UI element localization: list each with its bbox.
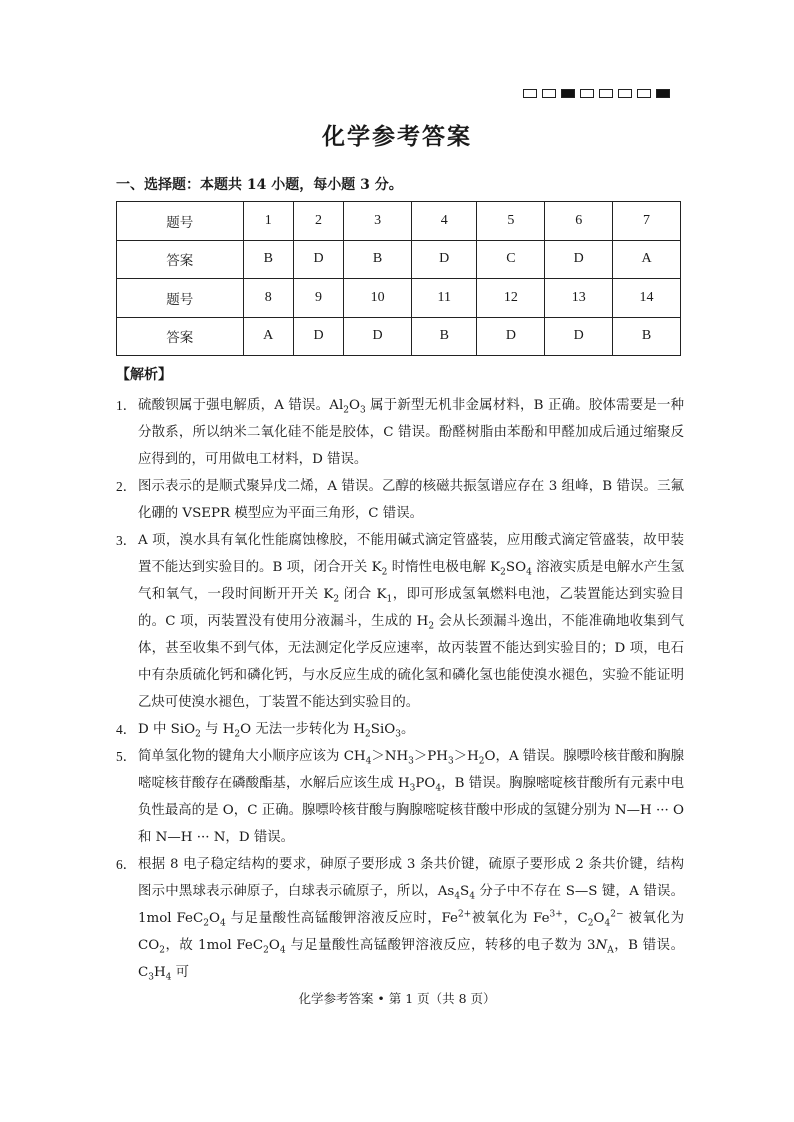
question-number: 14: [613, 279, 681, 318]
mark-empty: [599, 89, 613, 98]
question-number: 6: [545, 202, 613, 241]
answer-cell: B: [344, 240, 412, 279]
question-number: 2: [293, 202, 343, 241]
analysis-item: [116, 473, 684, 527]
question-number: 1: [243, 202, 293, 241]
table-row-questions-2: [117, 279, 681, 318]
question-number: 10: [344, 279, 412, 318]
table-row-answers-1: [117, 240, 681, 279]
answer-cell: B: [613, 317, 681, 356]
answer-table: [116, 201, 681, 356]
mark-filled: [656, 89, 670, 98]
item-number: 1．: [116, 398, 137, 413]
item-text: A 项，溴水具有氧化性能腐蚀橡胶，不能用碱式滴定管盛装，应用酸式滴定管盛装，故甲装置不能达到实验目的。B 项，闭合开关 $K_2$ 时惰性电极电解 $K_2SO_4$ 溶液实质是电解水产生氢气和氧气，一段时间断开开关 $K_2$ 闭合 $K_1$，即可形成氢氧燃料电池，乙装置能达到实验目的。C 项，丙装置没有使用分液漏斗，生成的 $H_2$ 会从长颈漏斗逸出，不能准确地收集到气体，甚至收集不到气体，无法测定化学反应速率，故丙装置不能达到实验目的；D 项，电石中有杂质硫化钙和磷化钙，与水反应生成的硫化氢和磷化氢也能使溴水褪色，实验不能证明乙炔可使溴水褪色，丁装置不能达到实验目的。: [138, 533, 684, 710]
item-text: 硫酸钡属于强电解质，A 错误。$Al_2O_3$ 属于新型无机非金属材料，B 正确。胶体需要是一种分散系，所以纳米二氧化硅不能是胶体，C 错误。酚醛树脂由苯酚和甲醛加成后通过缩聚反应得到的，可用做电工材料，D 错误。: [138, 398, 684, 467]
question-number: 7: [613, 202, 681, 241]
answer-cell: D: [477, 317, 545, 356]
answer-cell: B: [243, 240, 293, 279]
question-number: 4: [412, 202, 477, 241]
table-row-answers-2: [117, 317, 681, 356]
item-number: 2．: [116, 479, 137, 494]
answer-cell: D: [293, 240, 343, 279]
analysis-list: [116, 392, 684, 986]
question-number: 12: [477, 279, 545, 318]
analysis-heading: 【解析】: [116, 367, 172, 383]
analysis-item: [116, 716, 684, 743]
item-text: 根据 8 电子稳定结构的要求，砷原子要形成 3 条共价键，硫原子要形成 2 条共价键，结构图示中黑球表示砷原子，白球表示硫原子，所以，$As_4S_4$ 分子中不存在 S—S 键，A 错误。1mol $FeC_2O_4$ 与足量酸性高锰酸钾溶液反应时，$Fe^{2+}$被氧化为 $Fe^{3+}$，$C_2O_4^{2-}$ 被氧化为 $CO_2$，故 1mol $FeC_2O_4$ 与足量酸性高锰酸钾溶液反应，转移的电子数为 $3N_A$，B 错误。$C_3H_4$ 可: [138, 857, 684, 983]
row-label-answer: 答案: [117, 240, 244, 279]
question-number: 5: [477, 202, 545, 241]
analysis-item: [116, 527, 684, 716]
item-text: D 中 SiO$_2$ 与 $H_2O$ 无法一步转化为 $H_2SiO_3$。: [138, 722, 415, 740]
answer-cell: D: [293, 317, 343, 356]
item-number: 4．: [116, 722, 137, 737]
item-text: 图示表示的是顺式聚异戊二烯，A 错误。乙醇的核磁共振氢谱应存在 3 组峰，B 错误。三氟化硼的 VSEPR 模型应为平面三角形，C 错误。: [138, 479, 684, 521]
answer-cell: A: [243, 317, 293, 356]
item-number: 3．: [116, 533, 137, 548]
row-label-question: 题号: [117, 202, 244, 241]
question-number: 3: [344, 202, 412, 241]
answer-cell: B: [412, 317, 477, 356]
table-row-questions-1: [117, 202, 681, 241]
row-label-question: 题号: [117, 279, 244, 318]
page-title: 化学参考答案: [322, 123, 472, 150]
item-number: 6．: [116, 857, 137, 872]
header-marks: [523, 89, 670, 98]
row-label-answer: 答案: [117, 317, 244, 356]
mark-empty: [580, 89, 594, 98]
question-number: 11: [412, 279, 477, 318]
page-footer: 化学参考答案 • 第 1 页（共 8 页）: [298, 991, 496, 1006]
answer-cell: D: [545, 240, 613, 279]
question-number: 9: [293, 279, 343, 318]
mark-empty: [523, 89, 537, 98]
item-text: 简单氢化物的键角大小顺序应该为 $CH_4>NH_3>PH_3>H_2O$，A 错误。腺嘌呤核苷酸和胸腺嘧啶核苷酸存在磷酸酯基，水解后应该生成 $H_3PO_4$，B 错误。胸腺嘧啶核苷酸所有元素中电负性最高的是 O，C 正确。腺嘌呤核苷酸与胸腺嘧啶核苷酸中形成的氢键分别为 N—H ··· O 和 N—H ··· N，D 错误。: [138, 749, 685, 845]
question-number: 13: [545, 279, 613, 318]
analysis-item: [116, 851, 684, 986]
question-number: 8: [243, 279, 293, 318]
item-number: 5．: [116, 749, 137, 764]
mark-empty: [542, 89, 556, 98]
analysis-item: [116, 743, 684, 851]
section-heading: 一、选择题：本题共 14 小题，每小题 3 分。: [116, 177, 403, 193]
mark-filled: [561, 89, 575, 98]
answer-cell: D: [412, 240, 477, 279]
mark-empty: [618, 89, 632, 98]
answer-cell: A: [613, 240, 681, 279]
analysis-item: [116, 392, 684, 473]
answer-cell: D: [344, 317, 412, 356]
answer-cell: D: [545, 317, 613, 356]
mark-empty: [637, 89, 651, 98]
answer-cell: C: [477, 240, 545, 279]
